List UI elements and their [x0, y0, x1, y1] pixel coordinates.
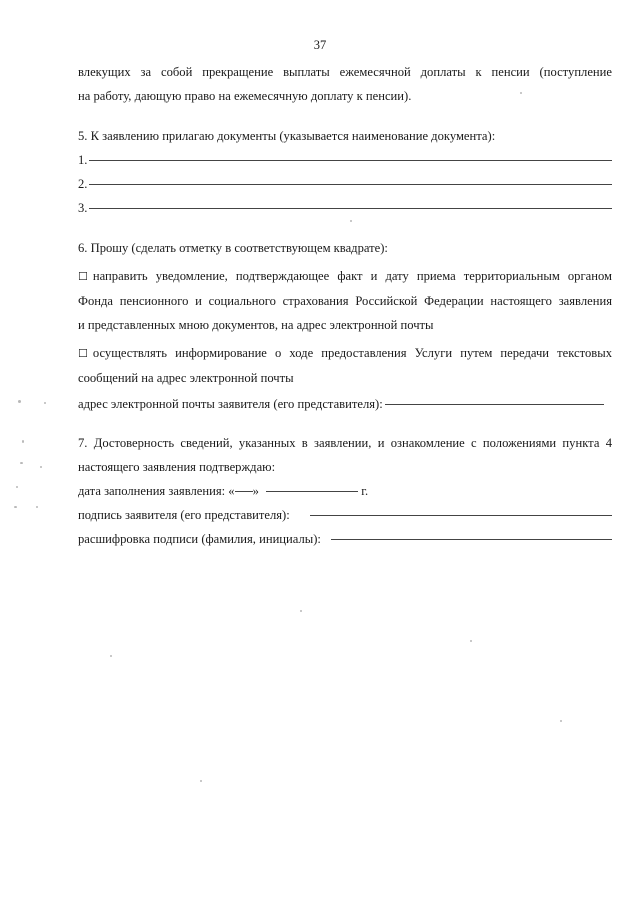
- intro-line: влекущих за собой прекращение выплаты ежемесячной доплаты к пенсии (поступление: [78, 65, 612, 79]
- attachment-field-3[interactable]: [89, 208, 612, 209]
- attachment-row-2: [78, 172, 612, 196]
- confirmation-line: настоящего заявления подтверждаю:: [78, 460, 276, 474]
- signature-field[interactable]: [310, 515, 612, 516]
- option-notify-line: [78, 264, 612, 289]
- email-row: [78, 392, 612, 416]
- option-inform-line: [78, 341, 612, 366]
- checkbox-notify[interactable]: ☐: [78, 270, 88, 283]
- section-7: [78, 431, 612, 551]
- attachment-number: 2.: [78, 177, 88, 191]
- transcript-field[interactable]: [331, 539, 612, 540]
- scan-speck: [16, 486, 18, 488]
- page-number: 37: [313, 38, 327, 52]
- signature-row: [78, 503, 612, 527]
- section-6-title: 6. Прошу (сделать отметку в соответствующем квадрате):: [78, 241, 388, 255]
- scan-speck: [44, 402, 46, 404]
- confirmation-line: 7. Достоверность сведений, указанных в заявлении, и ознакомление с положениями пункта 4: [78, 436, 612, 450]
- option-notify-line: и представленных мною документов, на адрес электронной почты: [78, 318, 434, 332]
- attachment-row-3: [78, 196, 612, 220]
- section-5-title: 5. К заявлению прилагаю документы (указывается наименование документа):: [78, 129, 496, 143]
- date-quote-close: »: [252, 484, 259, 498]
- scan-speck: [350, 220, 352, 222]
- checkbox-inform[interactable]: ☐: [78, 347, 88, 360]
- option-notify-line: Фонда пенсионного и социального страхования Российской Федерации настоящего заявления: [78, 294, 612, 308]
- attachment-number: 1.: [78, 153, 88, 167]
- email-field[interactable]: [385, 404, 604, 405]
- date-day-field[interactable]: [235, 491, 253, 492]
- scan-speck: [110, 655, 112, 657]
- intro-paragraph: [78, 60, 612, 108]
- scan-speck: [20, 462, 23, 464]
- attachment-number: 3.: [78, 201, 88, 215]
- section-5: [78, 124, 612, 220]
- option-inform-line: сообщений на адрес электронной почты: [78, 371, 294, 385]
- transcript-label: расшифровка подписи (фамилия, инициалы):: [78, 532, 321, 546]
- attachment-field-2[interactable]: [89, 184, 612, 185]
- scan-speck: [14, 506, 17, 508]
- attachment-row-1: [78, 148, 612, 172]
- scan-speck: [18, 400, 21, 403]
- attachment-field-1[interactable]: [89, 160, 612, 161]
- scan-speck: [200, 780, 202, 782]
- signature-transcript-row: [78, 527, 612, 551]
- date-month-field[interactable]: [266, 491, 358, 492]
- date-year-suffix: г.: [361, 484, 369, 498]
- intro-line: на работу, дающую право на ежемесячную доплату к пенсии).: [78, 89, 412, 103]
- scan-speck: [300, 610, 302, 612]
- email-label: адрес электронной почты заявителя (его представителя):: [78, 397, 383, 411]
- scan-speck: [22, 440, 24, 443]
- scan-speck: [40, 466, 42, 468]
- section-6: [78, 236, 612, 416]
- scan-speck: [520, 92, 522, 94]
- option-inform-text: осуществлять информирование о ходе предоставления Услуги путем передачи текстовых: [92, 346, 612, 360]
- signature-label: подпись заявителя (его представителя):: [78, 508, 290, 522]
- scan-speck: [560, 720, 562, 722]
- date-label: дата заполнения заявления: «: [78, 484, 235, 498]
- option-notify-text: направить уведомление, подтверждающее факт и дату приема территориальным органом: [92, 269, 612, 283]
- scan-speck: [470, 640, 472, 642]
- date-row: [78, 479, 612, 503]
- scan-speck: [36, 506, 38, 508]
